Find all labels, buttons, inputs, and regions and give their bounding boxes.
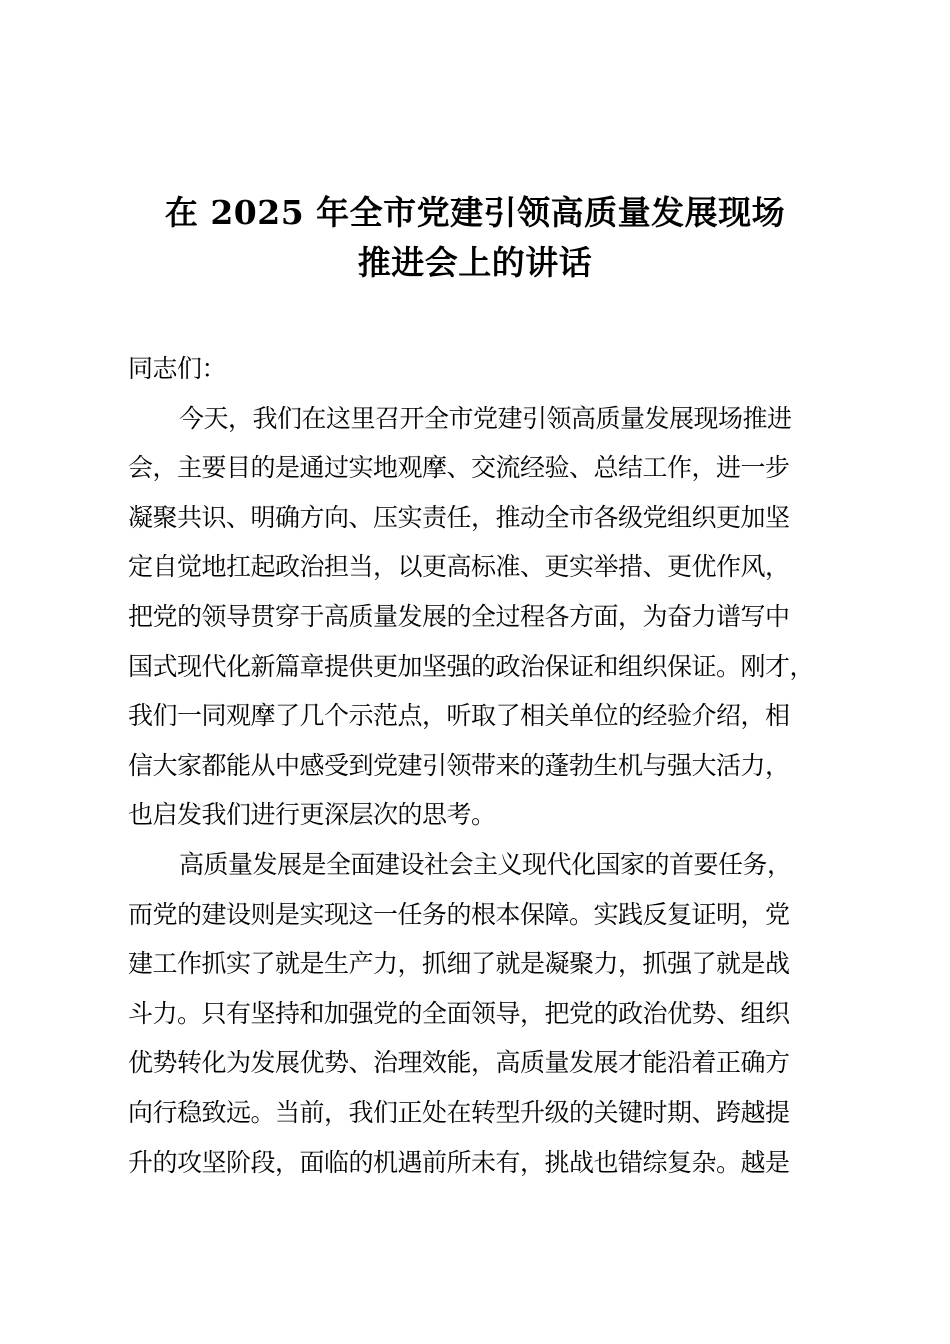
salutation: 同志们：	[128, 354, 227, 383]
paragraph-line: 斗力。只有坚持和加强党的全面领导，把党的政治优势、组织	[128, 998, 790, 1028]
document-title	[0, 188, 950, 288]
document-body	[128, 344, 848, 1187]
paragraph-line: 凝聚共识、明确方向、压实责任，推动全市各级党组织更加坚	[128, 502, 790, 532]
title-line-2: 推进会上的讲话	[357, 243, 593, 282]
paragraph-line: 我们一同观摩了几个示范点，听取了相关单位的经验介绍，相	[128, 701, 790, 731]
paragraph-line: 信大家都能从中感受到党建引领带来的蓬勃生机与强大活力，	[128, 750, 790, 780]
paragraph-2	[128, 840, 848, 1187]
paragraph-line: 高质量发展是全面建设社会主义现代化国家的首要任务，	[179, 849, 792, 879]
paragraph-line: 向行稳致远。当前，我们正处在转型升级的关键时期、跨越提	[128, 1097, 790, 1127]
paragraph-line: 定自觉地扛起政治担当，以更高标准、更实举措、更优作风，	[128, 552, 790, 582]
paragraph-line: 国式现代化新篇章提供更加坚强的政治保证和组织保证。刚才，	[128, 651, 815, 681]
paragraph-line: 也启发我们进行更深层次的思考。	[128, 800, 496, 830]
paragraph-line: 把党的领导贯穿于高质量发展的全过程各方面，为奋力谱写中	[128, 601, 790, 631]
paragraph-line: 优势转化为发展优势、治理效能，高质量发展才能沿着正确方	[128, 1048, 790, 1078]
paragraph-line: 建工作抓实了就是生产力，抓细了就是凝聚力，抓强了就是战	[128, 949, 790, 979]
paragraph-line: 会，主要目的是通过实地观摩、交流经验、总结工作，进一步	[128, 453, 790, 483]
paragraph-1	[128, 394, 848, 840]
paragraph-line: 升的攻坚阶段，面临的机遇前所未有，挑战也错综复杂。越是	[128, 1147, 790, 1177]
paragraph-line: 而党的建设则是实现这一任务的根本保障。实践反复证明，党	[128, 899, 790, 929]
paragraph-line: 今天，我们在这里召开全市党建引领高质量发展现场推进	[179, 403, 792, 433]
title-line-1: 在 2025 年全市党建引领高质量发展现场	[164, 193, 786, 232]
